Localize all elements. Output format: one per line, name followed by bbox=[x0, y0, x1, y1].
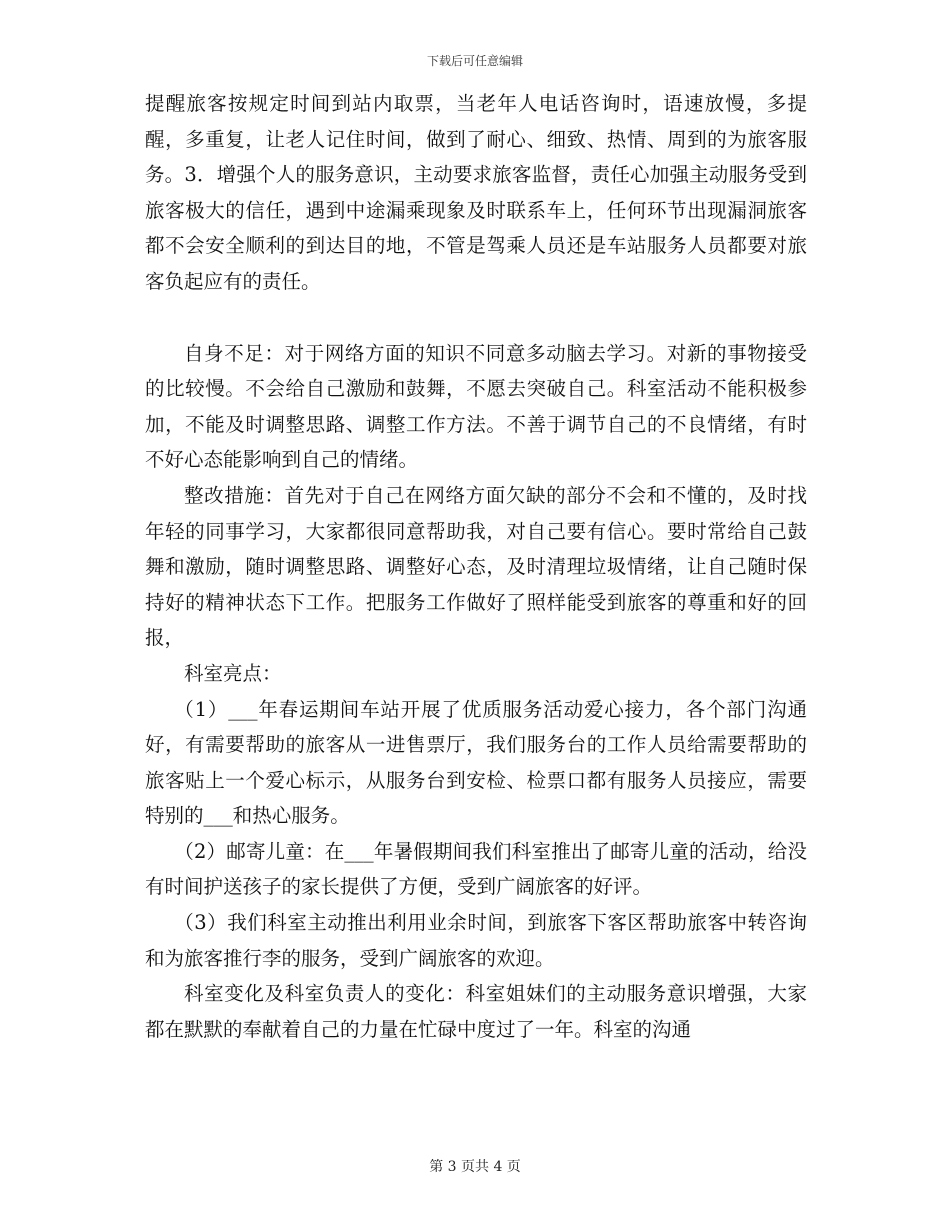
document-body bbox=[145, 86, 807, 1047]
paragraph-department-changes: 科室变化及科室负责人的变化：科室姐妹们的主动服务意识增强，大家都在默默的奉献着自己的力量在忙碌中度过了一年。科室的沟通 bbox=[145, 982, 807, 1041]
list-item-highlight-1: （1）___年春运期间车站开展了优质服务活动爱心接力，各个部门沟通好，有需要帮助的旅客从一进售票厅，我们服务台的工作人员给需要帮助的旅客贴上一个爱心标示，从服务台到安检、检票口都有服务人员接应，需要特别的___和热心服务。 bbox=[145, 697, 807, 828]
list-item-highlight-3: （3）我们科室主动推出利用业余时间，到旅客下客区帮助旅客中转咨询和为旅客推行李的服务，受到广阔旅客的欢迎。 bbox=[145, 911, 807, 970]
paragraph-improvement-measures: 整改措施：首先对于自己在网络方面欠缺的部分不会和不懂的，及时找年轻的同事学习，大家都很同意帮助我，对自己要有信心。要时常给自己鼓舞和激励，随时调整思路、调整好心态，及时清理垃圾情绪，让自己随时保持好的精神状态下工作。把服务工作做好了照样能受到旅客的尊重和好的回报， bbox=[145, 483, 807, 650]
section-heading-highlights: 科室亮点： bbox=[184, 661, 282, 685]
paragraph-continuation: 提醒旅客按规定时间到站内取票，当老年人电话咨询时，语速放慢，多提醒，多重复，让老人记住时间，做到了耐心、细致、热情、周到的为旅客服务。3．增强个人的服务意识，主动要求旅客监督，责任心加强主动服务受到旅客极大的信任，遇到中途漏乘现象及时联系车上，任何环节出现漏洞旅客都不会安全顺利的到达目的地，不管是驾乘人员还是车站服务人员都要对旅客负起应有的责任。 bbox=[145, 92, 807, 293]
list-item-highlight-2: （2）邮寄儿童：在___年暑假期间我们科室推出了邮寄儿童的活动，给没有时间护送孩子的家长提供了方便，受到广阔旅客的好评。 bbox=[145, 839, 807, 899]
paragraph-gap bbox=[145, 300, 807, 336]
paragraph-shortcomings: 自身不足：对于网络方面的知识不同意多动脑去学习。对新的事物接受的比较慢。不会给自己激励和鼓舞，不愿去突破自己。科室活动不能积极参加，不能及时调整思路、调整工作方法。不善于调节自己的不良情绪，有时不好心态能影响到自己的情绪。 bbox=[145, 341, 807, 472]
page-header: 下载后可任意编辑 bbox=[426, 54, 523, 68]
page-footer: 第 3 页共 4 页 bbox=[429, 1159, 521, 1175]
